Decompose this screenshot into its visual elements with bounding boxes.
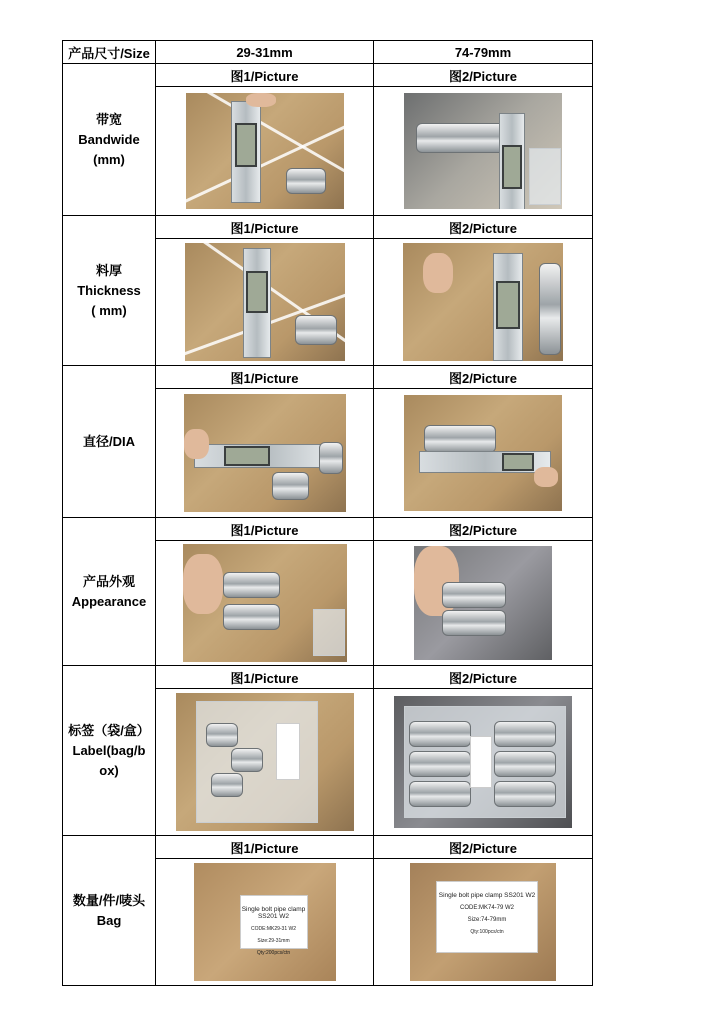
label-photo-2 bbox=[394, 696, 572, 828]
picture-2-caption: 图2/Picture bbox=[374, 836, 593, 859]
header-row bbox=[63, 41, 593, 64]
picture-1-caption: 图1/Picture bbox=[156, 366, 374, 389]
row-label-appearance: 产品外观 Appearance bbox=[63, 518, 156, 666]
picture-2-caption: 图2/Picture bbox=[374, 216, 593, 239]
picture-2-caption: 图2/Picture bbox=[374, 366, 593, 389]
picture-caption-row bbox=[63, 216, 593, 239]
carton-label-2: Single bolt pipe clamp SS201 W2 CODE:MK74-79 W2 Size:74-79mm Qty:100pcs/ctn bbox=[436, 881, 538, 953]
size-header: 产品尺寸/Size bbox=[63, 41, 156, 64]
picture-caption-row bbox=[63, 666, 593, 689]
bandwide-photo-2 bbox=[404, 93, 562, 209]
picture-1-caption: 图1/Picture bbox=[156, 64, 374, 87]
row-label-dia: 直径/DIA bbox=[63, 366, 156, 518]
label-photo-1 bbox=[176, 693, 354, 831]
picture-2-caption: 图2/Picture bbox=[374, 666, 593, 689]
size-29-31-header: 29-31mm bbox=[156, 41, 374, 64]
dia-photo-2 bbox=[404, 395, 562, 511]
row-label-label: 标签（袋/盒） Label(bag/b ox) bbox=[63, 666, 156, 836]
row-label-thickness: 料厚 Thickness ( mm) bbox=[63, 216, 156, 366]
picture-caption-row bbox=[63, 518, 593, 541]
picture-1-caption: 图1/Picture bbox=[156, 666, 374, 689]
appearance-photo-2 bbox=[414, 546, 552, 660]
thickness-photo-2 bbox=[403, 243, 563, 361]
picture-caption-row bbox=[63, 64, 593, 87]
bandwide-photo-1 bbox=[186, 93, 344, 209]
picture-1-caption: 图1/Picture bbox=[156, 216, 374, 239]
picture-2-caption: 图2/Picture bbox=[374, 64, 593, 87]
picture-1-caption: 图1/Picture bbox=[156, 518, 374, 541]
picture-caption-row bbox=[63, 836, 593, 859]
size-74-79-header: 74-79mm bbox=[374, 41, 593, 64]
picture-caption-row bbox=[63, 366, 593, 389]
carton-photo-2 bbox=[410, 863, 556, 981]
thickness-photo-1 bbox=[185, 243, 345, 361]
appearance-photo-1 bbox=[183, 544, 347, 662]
row-label-bag: 数量/件/唛头 Bag bbox=[63, 836, 156, 986]
row-label-bandwide: 带宽 Bandwide (mm) bbox=[63, 64, 156, 216]
picture-2-caption: 图2/Picture bbox=[374, 518, 593, 541]
picture-1-caption: 图1/Picture bbox=[156, 836, 374, 859]
carton-label-1: Single bolt pipe clamp SS201 W2 CODE:MK29-31 W2 Size:29-31mm Qty:200pcs/ctn bbox=[240, 895, 308, 949]
carton-photo-1 bbox=[194, 863, 336, 981]
dia-photo-1 bbox=[184, 394, 346, 512]
spec-table bbox=[62, 40, 593, 986]
